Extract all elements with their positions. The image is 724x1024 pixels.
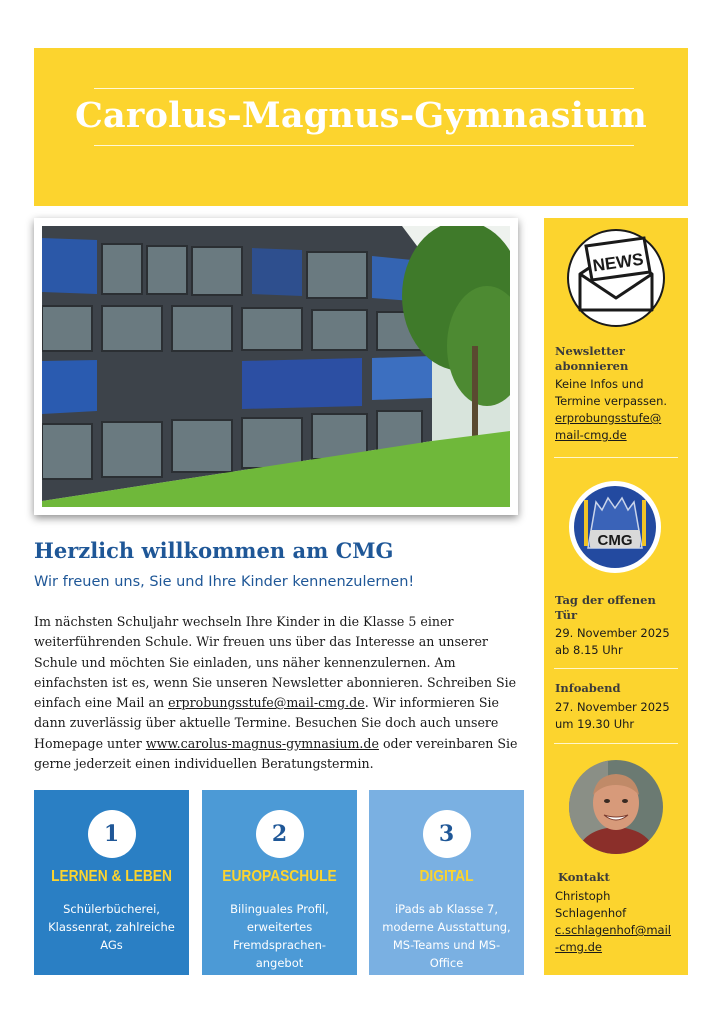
header-rule-top (94, 88, 634, 89)
contact-name-line1: Christoph (555, 889, 611, 903)
welcome-heading: Herzlich willkommen am CMG (34, 538, 394, 563)
school-building-image (42, 226, 510, 507)
newsletter-email-link-line1[interactable] (555, 410, 685, 427)
open-day-title-line1: Tag der offenen (555, 593, 656, 607)
news-envelope-icon (566, 228, 666, 328)
newsletter-email-link-line2[interactable] (555, 427, 685, 444)
homepage-link[interactable]: www.carolus-magnus-gymnasium.de (145, 735, 379, 751)
news-icon-label: NEWS (591, 249, 645, 276)
welcome-subheading: Wir freuen uns, Sie und Ihre Kinder kennenzulernen! (34, 574, 415, 590)
welcome-text-part1: Im nächsten Schuljahr wechseln Ihre Kinder in die Klasse 5 einer weiterführenden Schule. Wir freuen uns über das Interesse an unserer Schule und möchten Sie einladen, uns näher kennenzulernen. Am einfachsten ist es, wenn Sie unseren Newsletter abonnieren. Schreiben Sie einfach eine Mail an (34, 614, 517, 711)
feature-title: DIGITAL (419, 868, 474, 885)
header-rule-bottom (94, 145, 634, 146)
newsletter-email-part1[interactable]: erprobungsstufe@ (555, 411, 662, 425)
feature-box-europe (202, 790, 357, 975)
welcome-text-part3: oder vereinbaren Sie gerne jederzeit einen individuellen Beratungstermin. (34, 735, 518, 772)
newsletter-text-line1: Keine Infos und (555, 377, 644, 391)
newsletter-email-part2[interactable]: mail-cmg.de (555, 428, 627, 442)
newsletter-text-line2: Termine verpassen. (555, 394, 668, 408)
sidebar-divider (554, 668, 678, 669)
open-day-time: ab 8.15 Uhr (555, 643, 623, 657)
feature-description: iPads ab Klasse 7, moderne Ausstattung, MS-Teams und MS-Office (382, 902, 511, 970)
feature-title: LERNEN & LEBEN (51, 868, 172, 885)
contact-email-link-line1[interactable] (555, 922, 685, 939)
info-evening-date: 27. November 2025 (555, 700, 670, 714)
page-title: Carolus-Magnus-Gymnasium (75, 95, 647, 136)
sidebar-divider (554, 743, 678, 744)
contact-avatar (568, 759, 664, 855)
logo-label: CMG (597, 532, 633, 549)
feature-title: EUROPASCHULE (222, 868, 337, 885)
open-day-date: 29. November 2025 (555, 626, 670, 640)
sidebar (544, 218, 688, 975)
feature-number: 2 (256, 810, 304, 858)
feature-box-digital (369, 790, 524, 975)
welcome-text-part2: . Wir informieren Sie dann zuverlässig über aktuelle Termine. Besuchen Sie doch auch unsere Homepage unter (34, 695, 499, 751)
contact-title: Kontakt (558, 870, 610, 884)
newsletter-title-line2: abonnieren (555, 359, 629, 373)
welcome-paragraph (34, 612, 526, 774)
contact-email-part2[interactable]: -cmg.de (555, 940, 603, 954)
school-logo (568, 480, 662, 574)
info-evening-title: Infoabend (555, 681, 621, 695)
newsletter-title-line1: Newsletter (555, 344, 625, 358)
sidebar-divider (554, 457, 678, 458)
feature-description: Schülerbücherei, Klassenrat, zahlreiche AGs (48, 902, 175, 952)
newsletter-email-link[interactable]: erprobungsstufe@mail-cmg.de (168, 695, 365, 711)
open-day-title-line2: Tür (555, 608, 578, 622)
header-banner (34, 48, 688, 206)
contact-name-line2: Schlagenhof (555, 906, 627, 920)
contact-email-link-line2[interactable] (555, 939, 685, 956)
feature-number: 1 (88, 810, 136, 858)
school-building-photo (34, 218, 518, 515)
info-evening-time: um 19.30 Uhr (555, 717, 635, 731)
feature-description: Bilinguales Profil, erweitertes Fremdsprachen-angebot (230, 902, 329, 970)
feature-box-learning (34, 790, 189, 975)
contact-email-part1[interactable]: c.schlagenhof@mail (555, 923, 671, 937)
feature-number: 3 (423, 810, 471, 858)
